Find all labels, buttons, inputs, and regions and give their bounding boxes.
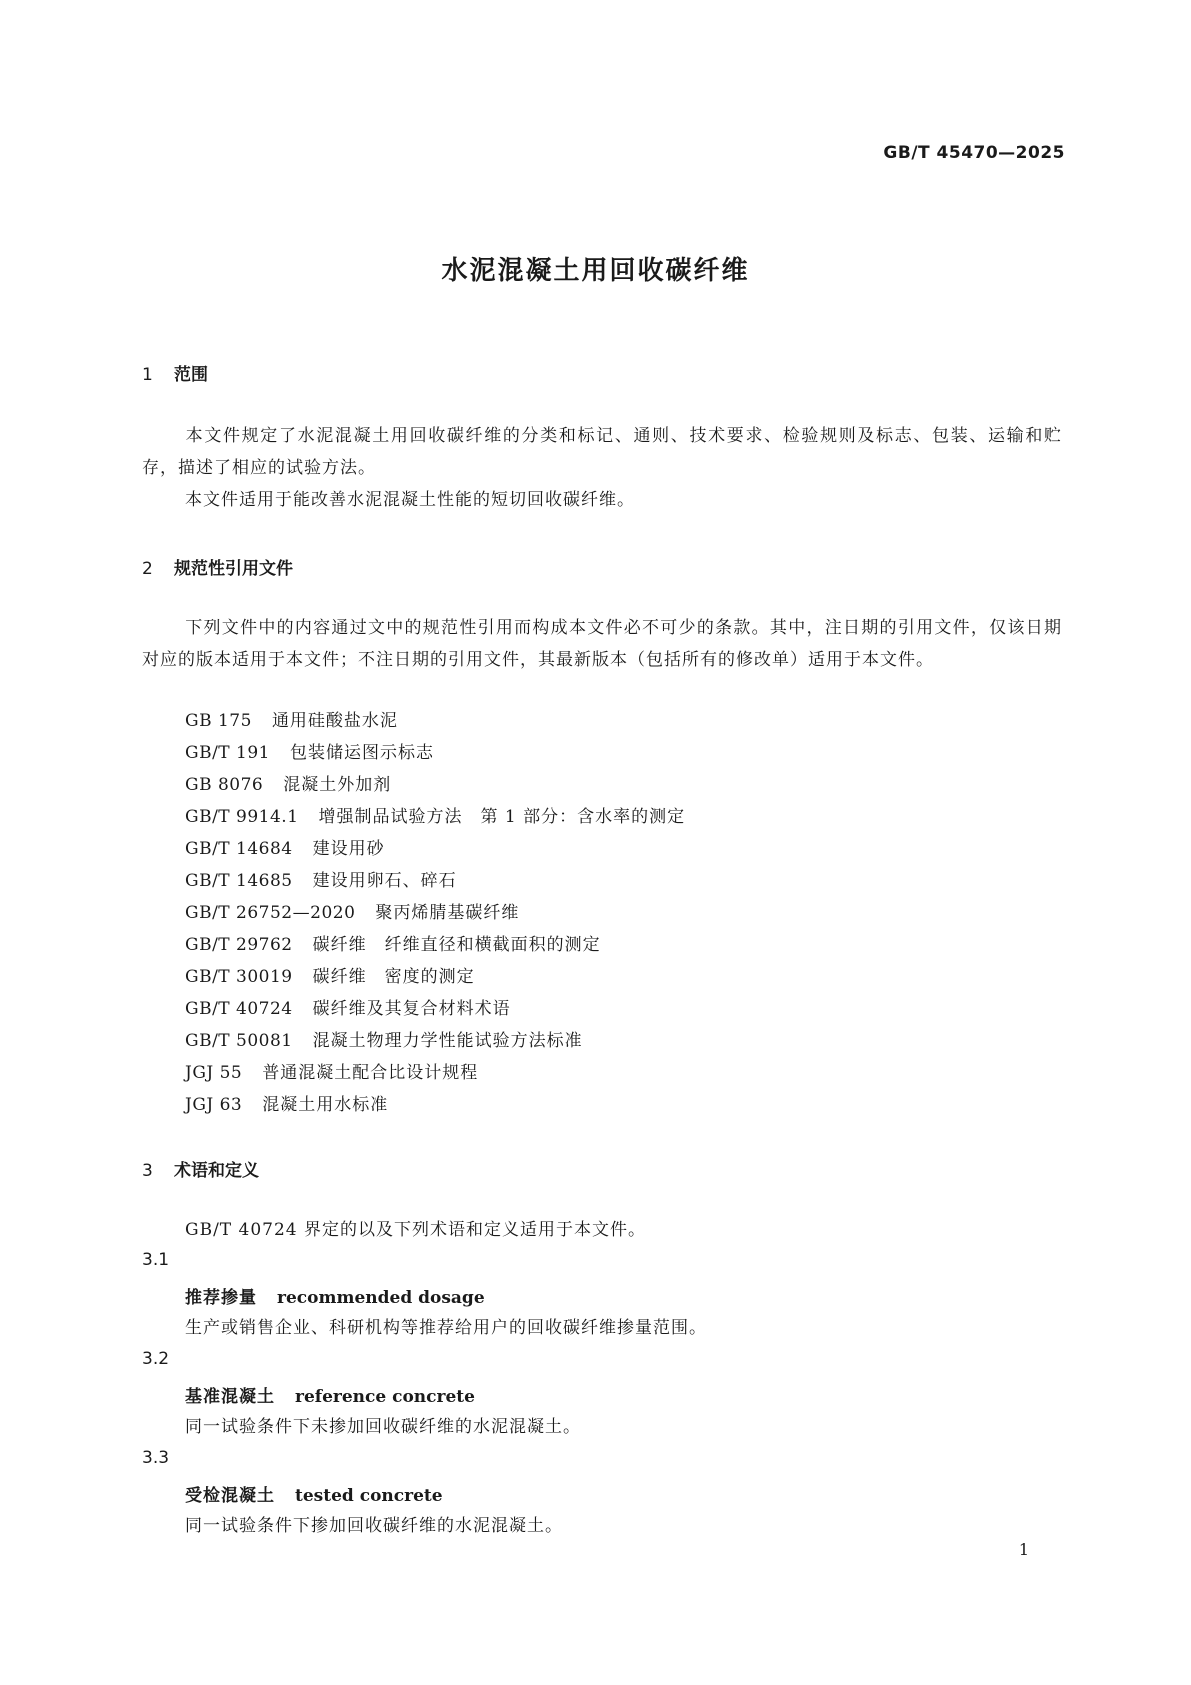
reference-item (185, 929, 685, 961)
term-entry (185, 1481, 443, 1506)
reference-code: GB/T 30019 (185, 967, 293, 987)
reference-title: 碳纤维及其复合材料术语 (312, 999, 511, 1019)
term-number: 3.2 (142, 1349, 170, 1369)
reference-title: 混凝土外加剂 (283, 775, 392, 795)
reference-item (185, 897, 685, 929)
reference-code: GB/T 40724 (185, 999, 293, 1019)
reference-code: GB/T 14685 (185, 871, 293, 891)
reference-item (185, 1025, 685, 1057)
section-title: 术语和定义 (174, 1161, 259, 1181)
reference-code: GB 8076 (185, 775, 264, 795)
scope-paragraph-1: 本文件规定了水泥混凝土用回收碳纤维的分类和标记、通则、技术要求、检验规则及标志、包装、运输和贮存，描述了相应的试验方法。 (142, 426, 1062, 478)
term-zh: 推荐掺量 (185, 1288, 257, 1308)
section-number: 1 (142, 365, 153, 385)
reference-code: GB/T 191 (185, 743, 270, 763)
reference-title: 建设用卵石、碎石 (312, 871, 457, 891)
reference-code: GB/T 50081 (185, 1031, 293, 1051)
section-1-heading (142, 360, 208, 385)
reference-title: 混凝土物理力学性能试验方法标准 (312, 1031, 583, 1051)
term-en: recommended dosage (277, 1288, 485, 1308)
reference-code: GB/T 29762 (185, 935, 293, 955)
reference-item (185, 1089, 685, 1121)
term-en: tested concrete (295, 1486, 443, 1506)
section-number: 2 (142, 559, 153, 579)
reference-item (185, 993, 685, 1025)
reference-item (185, 865, 685, 897)
reference-title: 增强制品试验方法 第 1 部分：含水率的测定 (318, 807, 686, 827)
term-definition: 生产或销售企业、科研机构等推荐给用户的回收碳纤维掺量范围。 (185, 1318, 707, 1338)
reference-title: 通用硅酸盐水泥 (271, 711, 398, 731)
references-intro: 下列文件中的内容通过文中的规范性引用而构成本文件必不可少的条款。其中，注日期的引用文件，仅该日期对应的版本适用于本文件；不注日期的引用文件，其最新版本（包括所有的修改单）适用于本文件。 (142, 618, 1062, 670)
reference-item (185, 833, 685, 865)
reference-code: GB/T 14684 (185, 839, 293, 859)
reference-code: JGJ 63 (185, 1095, 243, 1115)
term-zh: 受检混凝土 (185, 1486, 275, 1506)
section-title: 范围 (174, 365, 208, 385)
standard-code: GB/T 45470—2025 (883, 143, 1065, 163)
reference-code: JGJ 55 (185, 1063, 243, 1083)
terms-intro: GB/T 40724 界定的以及下列术语和定义适用于本文件。 (185, 1220, 647, 1240)
reference-code: GB/T 26752—2020 (185, 903, 356, 923)
section-title: 规范性引用文件 (174, 559, 293, 579)
term-zh: 基准混凝土 (185, 1387, 275, 1407)
reference-title: 建设用砂 (312, 839, 385, 859)
document-title: 水泥混凝土用回收碳纤维 (441, 256, 750, 286)
reference-item (185, 769, 685, 801)
reference-title: 混凝土用水标准 (262, 1095, 389, 1115)
reference-title: 碳纤维 纤维直径和横截面积的测定 (312, 935, 601, 955)
section-number: 3 (142, 1161, 153, 1181)
scope-paragraph-2: 本文件适用于能改善水泥混凝土性能的短切回收碳纤维。 (185, 490, 635, 510)
reference-code: GB/T 9914.1 (185, 807, 299, 827)
reference-title: 普通混凝土配合比设计规程 (262, 1063, 479, 1083)
reference-item (185, 705, 685, 737)
reference-item (185, 801, 685, 833)
reference-title: 包装储运图示标志 (290, 743, 434, 763)
reference-item (185, 1057, 685, 1089)
term-number: 3.3 (142, 1448, 170, 1468)
reference-title: 碳纤维 密度的测定 (312, 967, 475, 987)
term-en: reference concrete (295, 1387, 475, 1407)
term-definition: 同一试验条件下未掺加回收碳纤维的水泥混凝土。 (185, 1417, 581, 1437)
normative-references-list (185, 705, 685, 1121)
page-number: 1 (1018, 1540, 1029, 1559)
section-3-heading (142, 1156, 259, 1181)
term-entry (185, 1382, 475, 1407)
section-2-heading (142, 554, 293, 579)
term-number: 3.1 (142, 1250, 170, 1270)
term-entry (185, 1283, 485, 1308)
term-definition: 同一试验条件下掺加回收碳纤维的水泥混凝土。 (185, 1516, 563, 1536)
reference-code: GB 175 (185, 711, 252, 731)
reference-item (185, 737, 685, 769)
reference-title: 聚丙烯腈基碳纤维 (375, 903, 520, 923)
reference-item (185, 961, 685, 993)
